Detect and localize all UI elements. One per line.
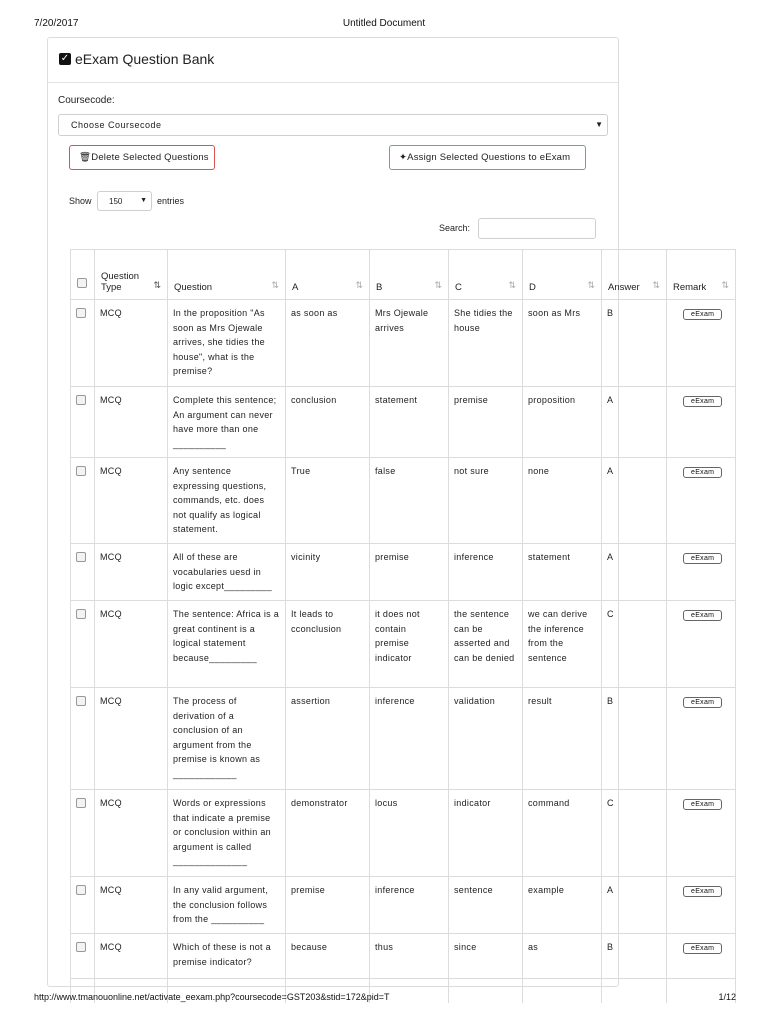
cell-question-type: MCQ [95, 688, 168, 790]
blank-cell [602, 979, 667, 1003]
coursecode-select[interactable] [58, 114, 608, 136]
eexam-badge-button[interactable]: eExam [683, 610, 722, 621]
header-a[interactable] [286, 250, 370, 300]
eexam-badge-button[interactable]: eExam [683, 467, 722, 478]
cell-option-b: inference [370, 688, 449, 790]
table-row [71, 300, 736, 387]
cell-option-c: since [449, 934, 523, 979]
header-type-line2: Type [101, 282, 122, 293]
header-question-label: Question [174, 282, 213, 293]
cell-question-type: MCQ [95, 601, 168, 688]
cell-remark [667, 458, 736, 544]
panel-title: eExam Question Bank [75, 51, 215, 67]
cell-option-b: inference [370, 877, 449, 934]
cell-remark [667, 934, 736, 979]
header-d-label: D [529, 282, 536, 293]
cell-remark [667, 300, 736, 387]
cell-option-b: locus [370, 790, 449, 877]
table-row [71, 688, 736, 790]
questions-table [70, 249, 736, 1003]
cell-answer: A [602, 544, 667, 601]
eexam-badge-button[interactable]: eExam [683, 396, 722, 407]
cell-question: Words or expressions that indicate a premise or conclusion within an argument is called ______________ [168, 790, 286, 877]
row-select-cell[interactable] [71, 877, 95, 934]
row-select-cell[interactable] [71, 790, 95, 877]
cell-question: In the proposition "As soon as Mrs Ojewale arrives, she tidies the house", what is the premise? [168, 300, 286, 387]
cell-answer: B [602, 300, 667, 387]
sort-ascending-icon: ⇅ [153, 281, 161, 291]
row-checkbox[interactable] [76, 609, 86, 619]
print-date: 7/20/2017 [34, 18, 79, 29]
sort-icon: ⇅ [652, 281, 660, 291]
cell-option-b: it does not contain premise indicator [370, 601, 449, 688]
sort-icon: ⇅ [271, 281, 279, 291]
select-all-checkbox[interactable] [77, 278, 87, 288]
entries-value: 150 [109, 197, 123, 206]
cell-option-a: assertion [286, 688, 370, 790]
row-checkbox[interactable] [76, 885, 86, 895]
arrow-right-icon: ✦ [399, 152, 408, 163]
table-row [71, 458, 736, 544]
table-row [71, 877, 736, 934]
cell-option-c: sentence [449, 877, 523, 934]
table-row [71, 790, 736, 877]
header-b[interactable] [370, 250, 449, 300]
header-question-type[interactable] [95, 250, 168, 300]
row-select-cell[interactable] [71, 688, 95, 790]
cell-option-c: indicator [449, 790, 523, 877]
sort-icon: ⇅ [508, 281, 516, 291]
cell-option-b: statement [370, 387, 449, 458]
cell-answer: B [602, 934, 667, 979]
cell-option-d: example [523, 877, 602, 934]
cell-option-c: validation [449, 688, 523, 790]
cell-remark [667, 688, 736, 790]
cell-option-c: the sentence can be asserted and can be denied [449, 601, 523, 688]
caret-down-icon: ▼ [595, 120, 603, 129]
cell-option-c: not sure [449, 458, 523, 544]
coursecode-selected: Choose Coursecode [71, 120, 162, 130]
cell-question: Any sentence expressing questions, commands, etc. does not qualify as logical statement. [168, 458, 286, 544]
cell-option-d: none [523, 458, 602, 544]
coursecode-label: Coursecode: [58, 95, 115, 106]
header-a-label: A [292, 282, 299, 293]
cell-remark [667, 544, 736, 601]
sort-icon: ⇅ [434, 281, 442, 291]
eexam-badge-button[interactable]: eExam [683, 553, 722, 564]
cell-option-a: True [286, 458, 370, 544]
table-row [71, 387, 736, 458]
search-label: Search: [439, 223, 471, 233]
cell-option-d: result [523, 688, 602, 790]
eexam-badge-button[interactable]: eExam [683, 886, 722, 897]
cell-option-a: It leads to cconclusion [286, 601, 370, 688]
delete-button-label: Delete Selected Questions [91, 152, 209, 163]
cell-question: The sentence: Africa is a great continent is a logical statement because_________ [168, 601, 286, 688]
header-question[interactable] [168, 250, 286, 300]
cell-answer: C [602, 790, 667, 877]
row-select-cell[interactable] [71, 387, 95, 458]
cell-option-b: thus [370, 934, 449, 979]
delete-selected-button[interactable] [69, 145, 215, 170]
cell-question: In any valid argument, the conclusion follows from the __________ [168, 877, 286, 934]
sort-icon: ⇅ [355, 281, 363, 291]
cell-remark [667, 387, 736, 458]
table-body [71, 300, 736, 1003]
assign-button-label: Assign Selected Questions to eExam [407, 152, 571, 163]
header-answer-label: Answer [608, 282, 640, 293]
cell-option-d: soon as Mrs [523, 300, 602, 387]
header-c-label: C [455, 282, 462, 293]
row-select-cell[interactable] [71, 934, 95, 979]
cell-question-type: MCQ [95, 387, 168, 458]
cell-option-b: false [370, 458, 449, 544]
row-checkbox[interactable] [76, 552, 86, 562]
cell-option-b: premise [370, 544, 449, 601]
table-row [71, 601, 736, 688]
eexam-badge-button[interactable]: eExam [683, 799, 722, 810]
cell-question-type: MCQ [95, 458, 168, 544]
row-checkbox[interactable] [76, 942, 86, 952]
cell-option-a: conclusion [286, 387, 370, 458]
header-remark[interactable] [667, 250, 736, 300]
cell-answer: B [602, 688, 667, 790]
header-type-line1: Question [101, 271, 140, 282]
row-checkbox[interactable] [76, 466, 86, 476]
caret-down-icon: ▼ [140, 197, 147, 204]
cell-option-a: premise [286, 877, 370, 934]
cell-question-type: MCQ [95, 544, 168, 601]
row-checkbox[interactable] [76, 308, 86, 318]
row-select-cell[interactable] [71, 458, 95, 544]
cell-option-d: as [523, 934, 602, 979]
sort-icon: ⇅ [721, 281, 729, 291]
cell-option-c: inference [449, 544, 523, 601]
header-remark-label: Remark [673, 282, 707, 293]
cell-option-a: demonstrator [286, 790, 370, 877]
eexam-badge-button[interactable]: eExam [683, 309, 722, 320]
cell-option-b: Mrs Ojewale arrives [370, 300, 449, 387]
header-d[interactable] [523, 250, 602, 300]
show-label: Show [69, 196, 92, 206]
trash-icon: 🗑 [79, 152, 92, 163]
cell-remark [667, 790, 736, 877]
table-row [71, 934, 736, 979]
cell-question: The process of derivation of a conclusion of an argument from the premise is known as ____________ [168, 688, 286, 790]
cell-option-a: vicinity [286, 544, 370, 601]
print-page-number: 1/12 [718, 992, 736, 1002]
sort-icon: ⇅ [587, 281, 595, 291]
cell-option-c: premise [449, 387, 523, 458]
cell-question: All of these are vocabularies uesd in logic except_________ [168, 544, 286, 601]
cell-option-d: we can derive the inference from the sentence [523, 601, 602, 688]
header-select-all[interactable] [71, 250, 95, 300]
cell-answer: A [602, 458, 667, 544]
cell-answer: C [602, 601, 667, 688]
entries-label: entries [157, 196, 185, 206]
cell-question-type: MCQ [95, 934, 168, 979]
panel-header [48, 38, 618, 83]
cell-question-type: MCQ [95, 877, 168, 934]
header-answer[interactable] [602, 250, 667, 300]
cell-option-a: because [286, 934, 370, 979]
cell-remark [667, 877, 736, 934]
cell-option-d: statement [523, 544, 602, 601]
blank-cell [449, 979, 523, 1003]
cell-remark [667, 601, 736, 688]
blank-cell [523, 979, 602, 1003]
row-select-cell[interactable] [71, 601, 95, 688]
entries-select[interactable] [97, 191, 152, 211]
row-checkbox[interactable] [76, 798, 86, 808]
cell-answer: A [602, 877, 667, 934]
eexam-badge-button[interactable]: eExam [683, 943, 722, 954]
row-select-cell[interactable] [71, 300, 95, 387]
print-title: Untitled Document [342, 18, 426, 29]
cell-option-a: as soon as [286, 300, 370, 387]
question-bank-panel [47, 37, 729, 987]
table-header-row [71, 250, 736, 300]
check-square-icon: ✓ [60, 53, 70, 64]
cell-question: Complete this sentence; An argument can never have more than one __________ [168, 387, 286, 458]
cell-question-type: MCQ [95, 790, 168, 877]
search-input[interactable] [478, 218, 596, 239]
table-row [71, 544, 736, 601]
row-checkbox[interactable] [76, 395, 86, 405]
cell-option-d: proposition [523, 387, 602, 458]
row-select-cell[interactable] [71, 544, 95, 601]
header-b-label: B [376, 282, 383, 293]
cell-option-d: command [523, 790, 602, 877]
row-checkbox[interactable] [76, 696, 86, 706]
cell-question: Which of these is not a premise indicator? [168, 934, 286, 979]
print-url: http://www.tmanouonline.net/activate_eexam.php?coursecode=GST203&stid=172&pid=T [34, 992, 390, 1002]
cell-answer: A [602, 387, 667, 458]
header-c[interactable] [449, 250, 523, 300]
assign-selected-button[interactable] [389, 145, 586, 170]
cell-option-c: She tidies the house [449, 300, 523, 387]
eexam-badge-button[interactable]: eExam [683, 697, 722, 708]
cell-question-type: MCQ [95, 300, 168, 387]
